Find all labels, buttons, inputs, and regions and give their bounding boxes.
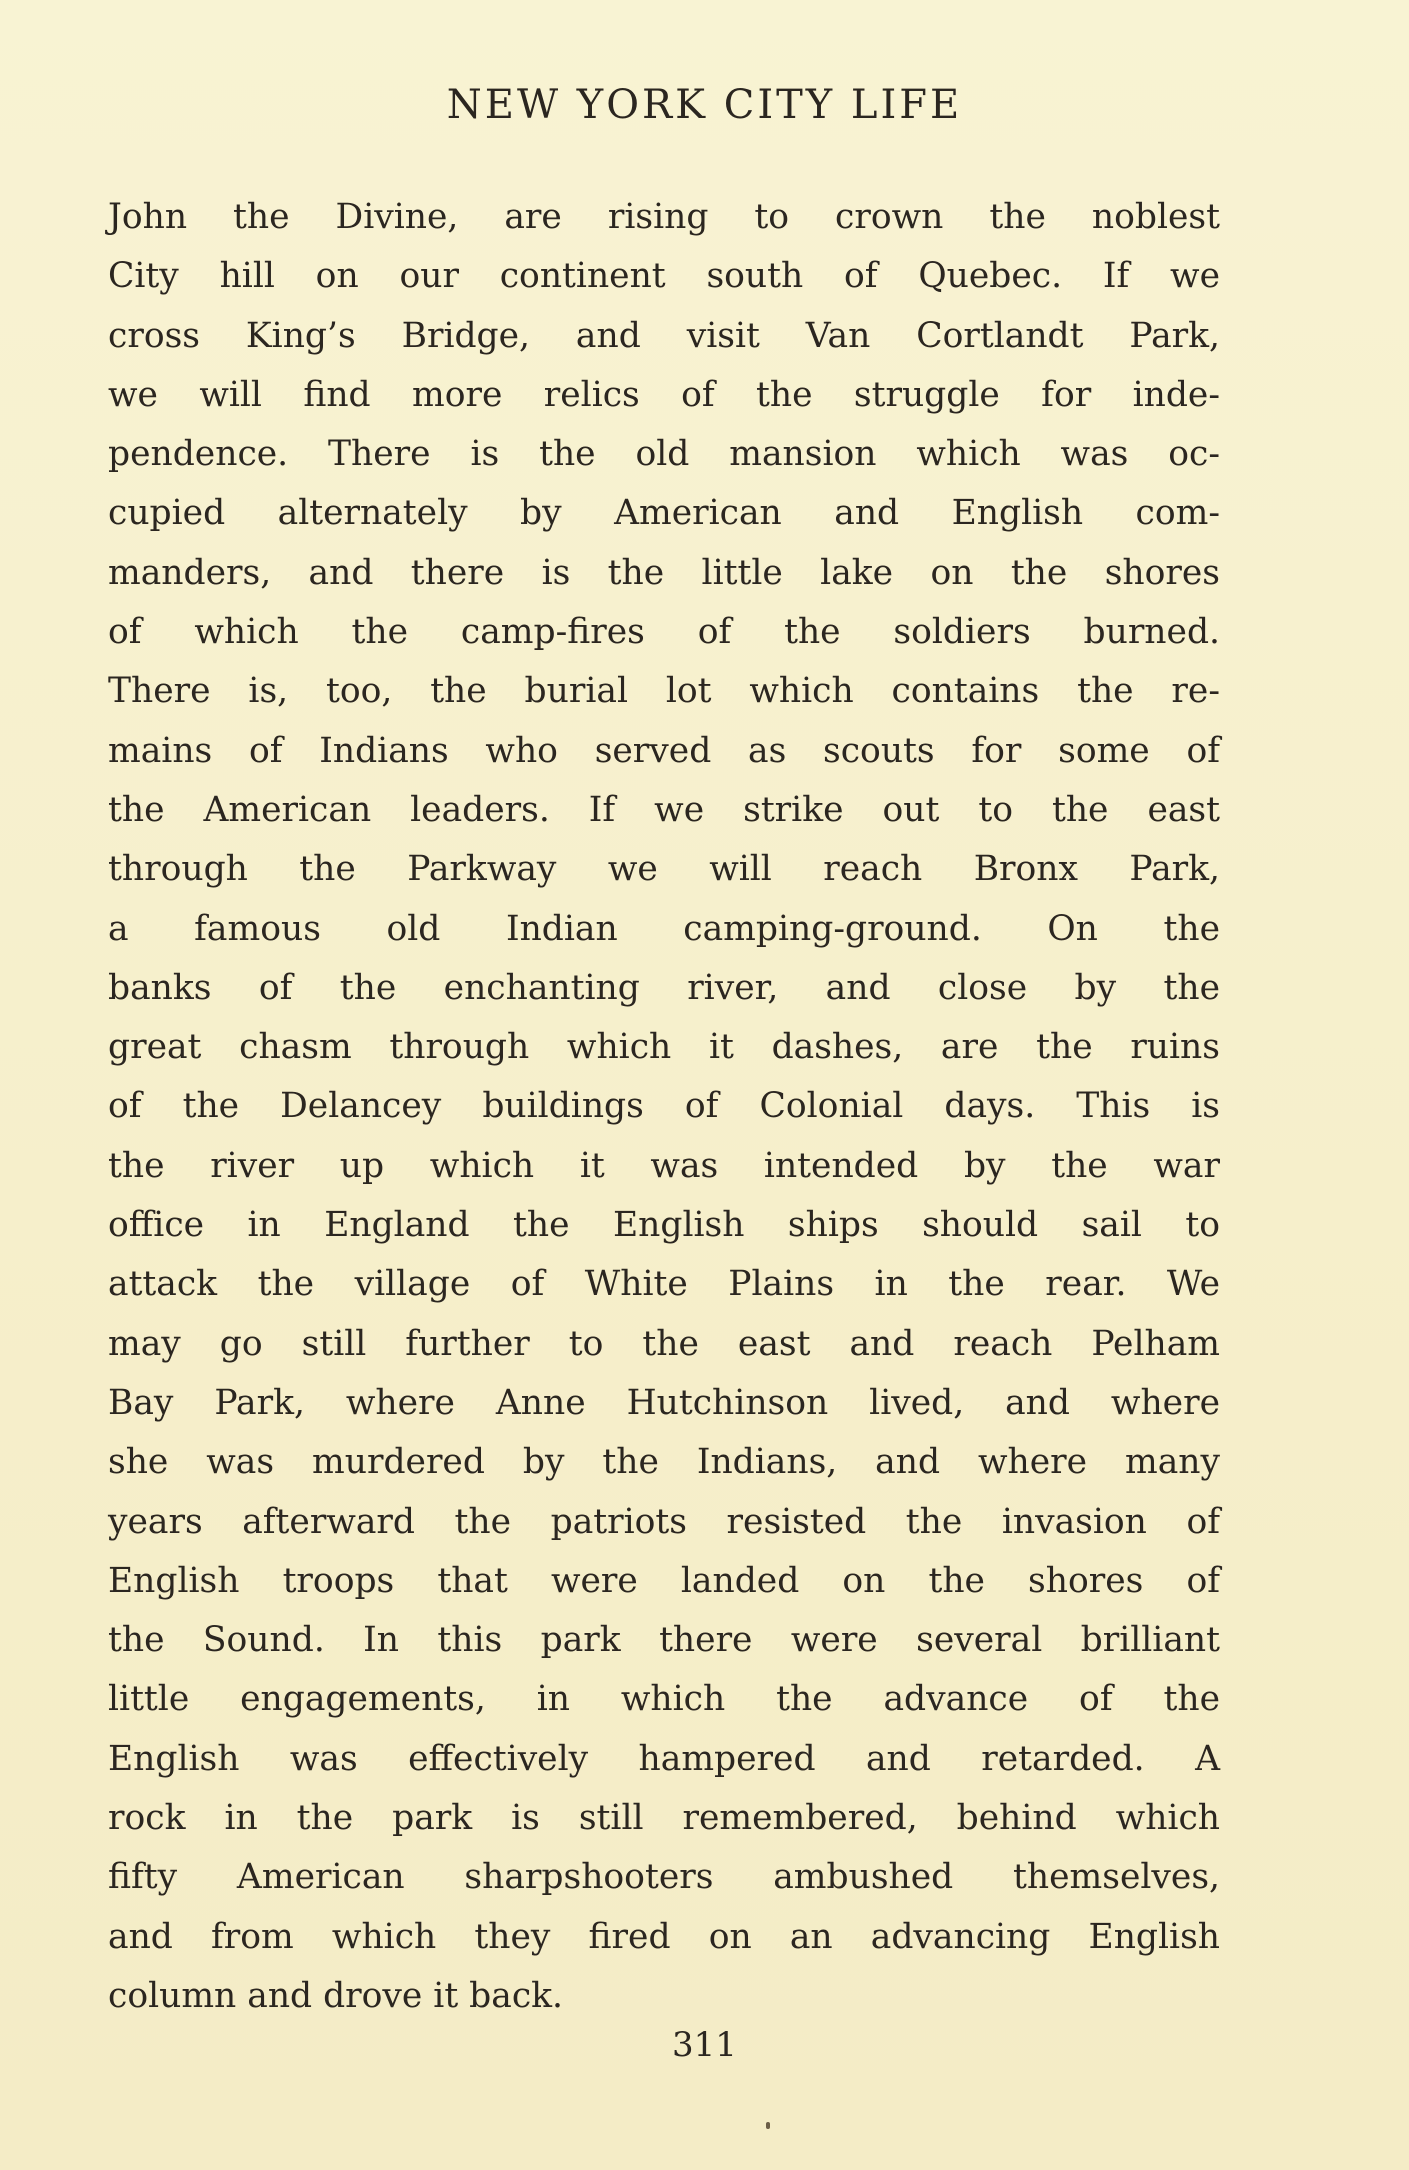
text-line: pendence. There is the old mansion which was oc-	[108, 434, 1220, 475]
text-line: a famous old Indian camping-ground. On the	[108, 908, 1220, 949]
text-line: English troops that were landed on the shores of	[108, 1560, 1220, 1601]
text-line: the American leaders. If we strike out to the east	[108, 789, 1220, 830]
text-line: of which the camp-fires of the soldiers burned.	[108, 612, 1220, 653]
text-line: great chasm through which it dashes, are the ruins	[108, 1027, 1220, 1068]
text-line: Bay Park, where Anne Hutchinson lived, and where	[108, 1382, 1220, 1423]
text-line: column and drove it back.	[108, 1975, 564, 2016]
text-line: cross King’s Bridge, and visit Van Cortlandt Park,	[108, 315, 1220, 356]
text-line: we will find more relics of the struggle for inde-	[108, 374, 1220, 415]
text-line: of the Delancey buildings of Colonial days. This is	[108, 1086, 1220, 1127]
text-line: and from which they fired on an advancing English	[108, 1916, 1220, 1957]
text-line: rock in the park is still remembered, behind which	[108, 1798, 1220, 1839]
text-line: through the Parkway we will reach Bronx Park,	[108, 849, 1220, 890]
text-line: office in England the English ships should sail to	[108, 1205, 1220, 1246]
running-head: NEW YORK CITY LIFE	[446, 82, 963, 128]
text-line: mains of Indians who served as scouts for some of	[108, 730, 1220, 771]
text-line: fifty American sharpshooters ambushed themselves,	[108, 1857, 1220, 1898]
body-paragraph	[108, 188, 1220, 2026]
text-line: City hill on our continent south of Quebec. If we	[108, 256, 1220, 297]
page-number: 311	[672, 2025, 737, 2065]
paper-speck	[766, 2122, 770, 2129]
text-line: manders, and there is the little lake on the shores	[108, 552, 1220, 593]
text-line: attack the village of White Plains in the rear. We	[108, 1264, 1220, 1305]
text-line: banks of the enchanting river, and close by the	[108, 967, 1220, 1008]
text-line: There is, too, the burial lot which contains the re-	[108, 671, 1220, 712]
text-line: John the Divine, are rising to crown the noblest	[108, 197, 1220, 237]
text-line: the Sound. In this park there were several brilliant	[108, 1620, 1220, 1661]
text-line: English was effectively hampered and retarded. A	[108, 1738, 1220, 1779]
text-line: may go still further to the east and reach Pelham	[108, 1323, 1220, 1364]
text-line: the river up which it was intended by the war	[108, 1145, 1220, 1186]
text-line: she was murdered by the Indians, and where many	[108, 1442, 1220, 1483]
text-line: cupied alternately by American and English com-	[108, 493, 1220, 534]
text-line: little engagements, in which the advance of the	[108, 1679, 1220, 1720]
text-line: years afterward the patriots resisted the invasion of	[108, 1501, 1220, 1542]
